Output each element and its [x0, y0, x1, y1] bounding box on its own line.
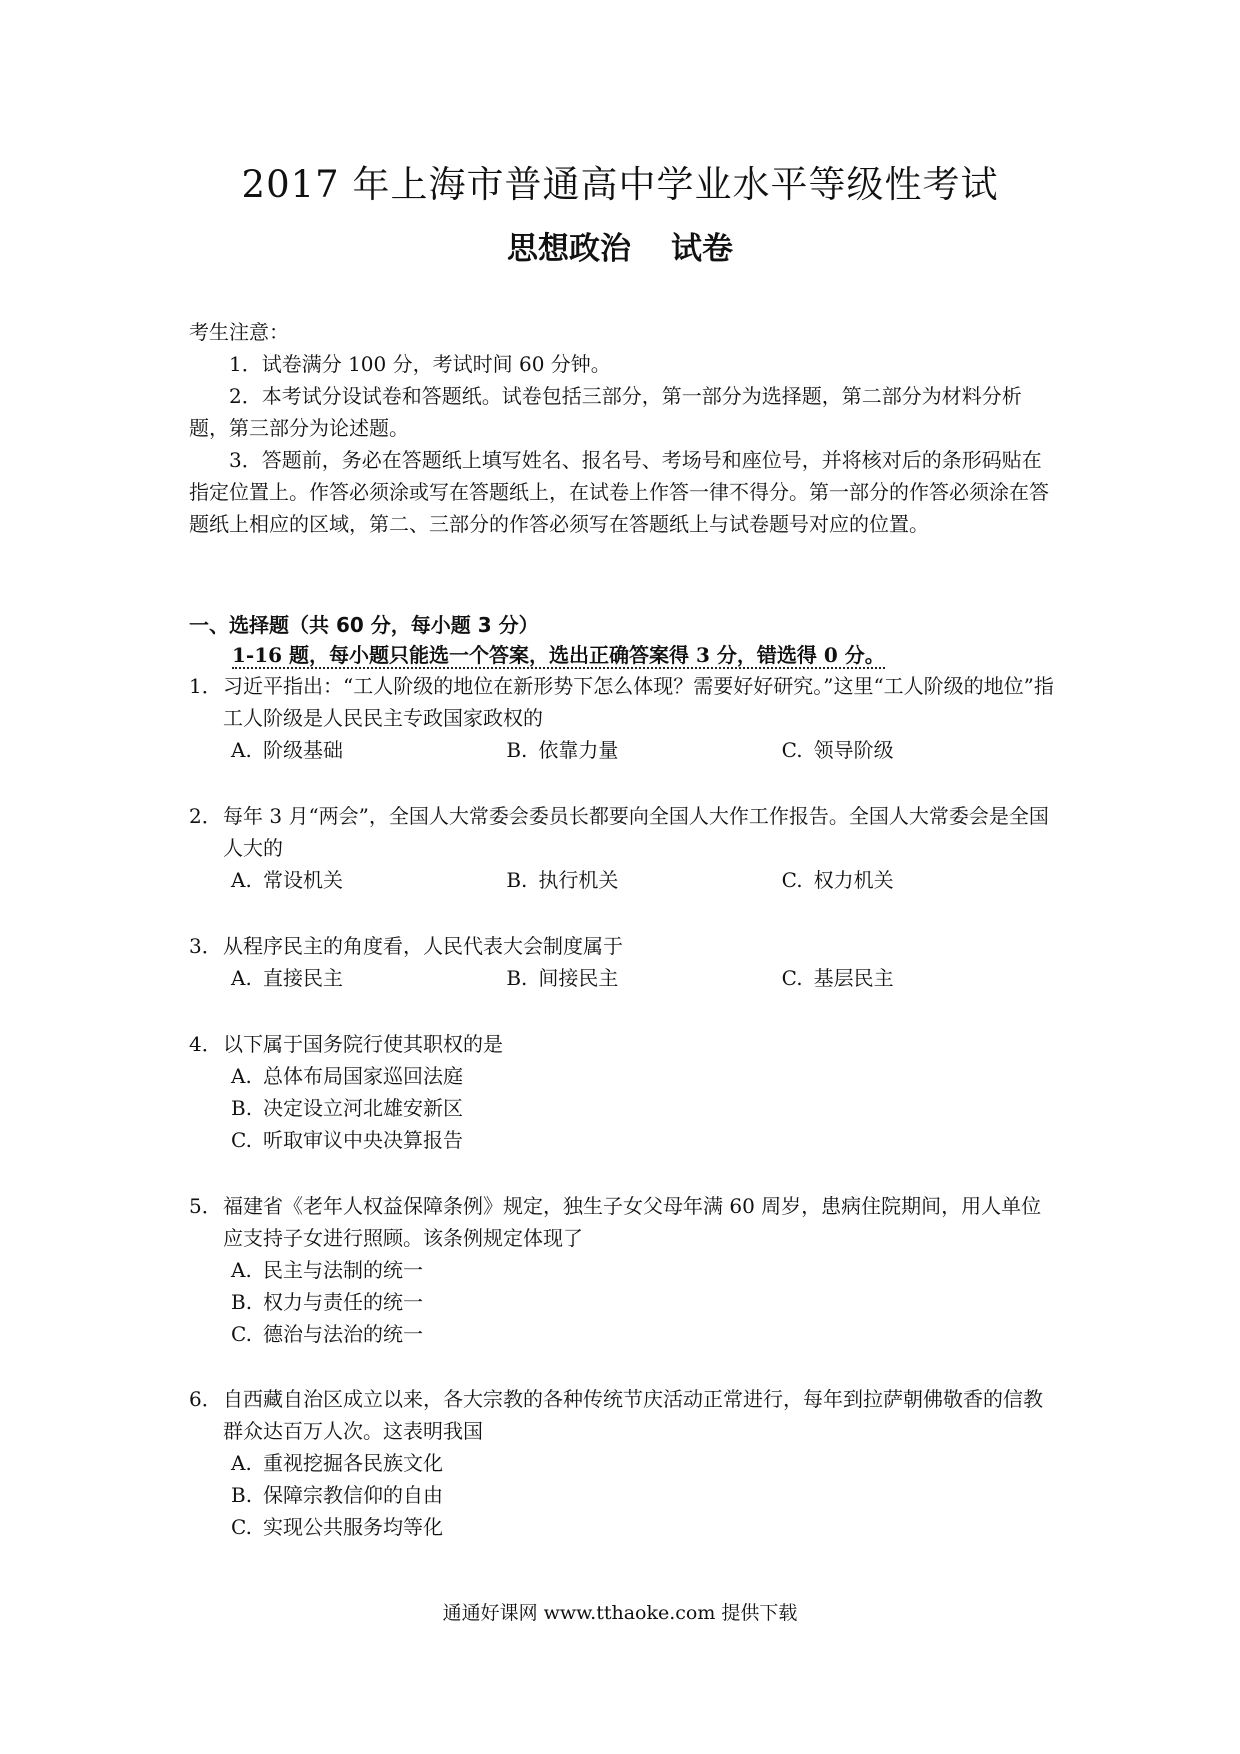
option-c: C. 领导阶级 — [781, 738, 894, 762]
question-stem: 从程序民主的角度看，人民代表大会制度属于 — [223, 934, 623, 958]
option-b: B. 保障宗教信仰的自由 — [231, 1483, 443, 1507]
exam-subtitle — [0, 226, 1240, 272]
option-c: C. 听取审议中央决算报告 — [231, 1128, 463, 1152]
notice-item: 2．本考试分设试卷和答题纸。试卷包括三部分，第一部分为选择题，第二部分为材料分析题，第三部分为论述题。 — [189, 384, 1022, 440]
question-number: 4． — [189, 1032, 222, 1056]
question-1 — [189, 670, 1057, 766]
question-number: 6． — [189, 1387, 222, 1411]
question-stem: 每年 3 月“两会”，全国人大常委会委员长都要向全国人大作工作报告。全国人大常委会是全国人大的 — [223, 804, 1049, 860]
question-stem: 习近平指出：“工人阶级的地位在新形势下怎么体现？需要好好研究。”这里“工人阶级的地位”指工人阶级是人民民主专政国家政权的 — [223, 674, 1054, 730]
option-c: C. 基层民主 — [781, 966, 894, 990]
option-b: B. 权力与责任的统一 — [231, 1290, 423, 1314]
question-5 — [189, 1190, 1057, 1350]
option-a: A. 常设机关 — [231, 868, 343, 892]
question-number: 3． — [189, 934, 222, 958]
subject-name: 思想政治 — [507, 231, 631, 267]
exam-title: 2017 年上海市普通高中学业水平等级性考试 — [241, 163, 999, 206]
option-a: A. 民主与法制的统一 — [231, 1258, 423, 1282]
paper-label: 试卷 — [671, 231, 733, 267]
question-stem: 以下属于国务院行使其职权的是 — [223, 1032, 503, 1056]
option-b: B. 依靠力量 — [506, 738, 619, 762]
section-heading: 一、选择题（共 60 分，每小题 3 分） — [189, 613, 539, 637]
notice-heading: 考生注意： — [189, 320, 289, 344]
section-instruction — [232, 640, 1062, 670]
option-c: C. 德治与法治的统一 — [231, 1322, 423, 1346]
option-b: B. 执行机关 — [506, 868, 619, 892]
question-3 — [189, 930, 1057, 994]
question-number: 2． — [189, 804, 222, 828]
instruction-text: 1-16 题，每小题只能选一个答案，选出正确答案得 3 分，错选得 0 分。 — [232, 643, 885, 667]
question-stem: 自西藏自治区成立以来，各大宗教的各种传统节庆活动正常进行，每年到拉萨朝佛敬香的信教群众达百万人次。这表明我国 — [223, 1387, 1043, 1443]
option-a: A. 阶级基础 — [231, 738, 343, 762]
option-a: A. 总体布局国家巡回法庭 — [231, 1064, 463, 1088]
question-stem: 福建省《老年人权益保障条例》规定，独生子女父母年满 60 周岁，患病住院期间，用人单位应支持子女进行照顾。该条例规定体现了 — [223, 1194, 1042, 1250]
option-a: A. 直接民主 — [231, 966, 343, 990]
option-c: C. 权力机关 — [781, 868, 894, 892]
question-6 — [189, 1383, 1057, 1543]
option-a: A. 重视挖掘各民族文化 — [231, 1451, 443, 1475]
option-b: B. 决定设立河北雄安新区 — [231, 1096, 463, 1120]
notice-item: 3．答题前，务必在答题纸上填写姓名、报名号、考场号和座位号，并将核对后的条形码贴在指定位置上。作答必须涂或写在答题纸上，在试卷上作答一律不得分。第一部分的作答必须涂在答题纸上相应的区域，第二、三部分的作答必须写在答题纸上与试卷题号对应的位置。 — [189, 448, 1049, 536]
question-number: 5． — [189, 1194, 222, 1218]
candidate-notice — [189, 316, 1057, 540]
page-footer: 通通好课网 www.tthaoke.com 提供下载 — [442, 1602, 798, 1624]
notice-item: 1．试卷满分 100 分，考试时间 60 分钟。 — [229, 352, 611, 376]
question-2 — [189, 800, 1057, 896]
option-b: B. 间接民主 — [506, 966, 619, 990]
option-c: C. 实现公共服务均等化 — [231, 1515, 443, 1539]
question-number: 1． — [189, 674, 222, 698]
question-4 — [189, 1028, 1057, 1156]
